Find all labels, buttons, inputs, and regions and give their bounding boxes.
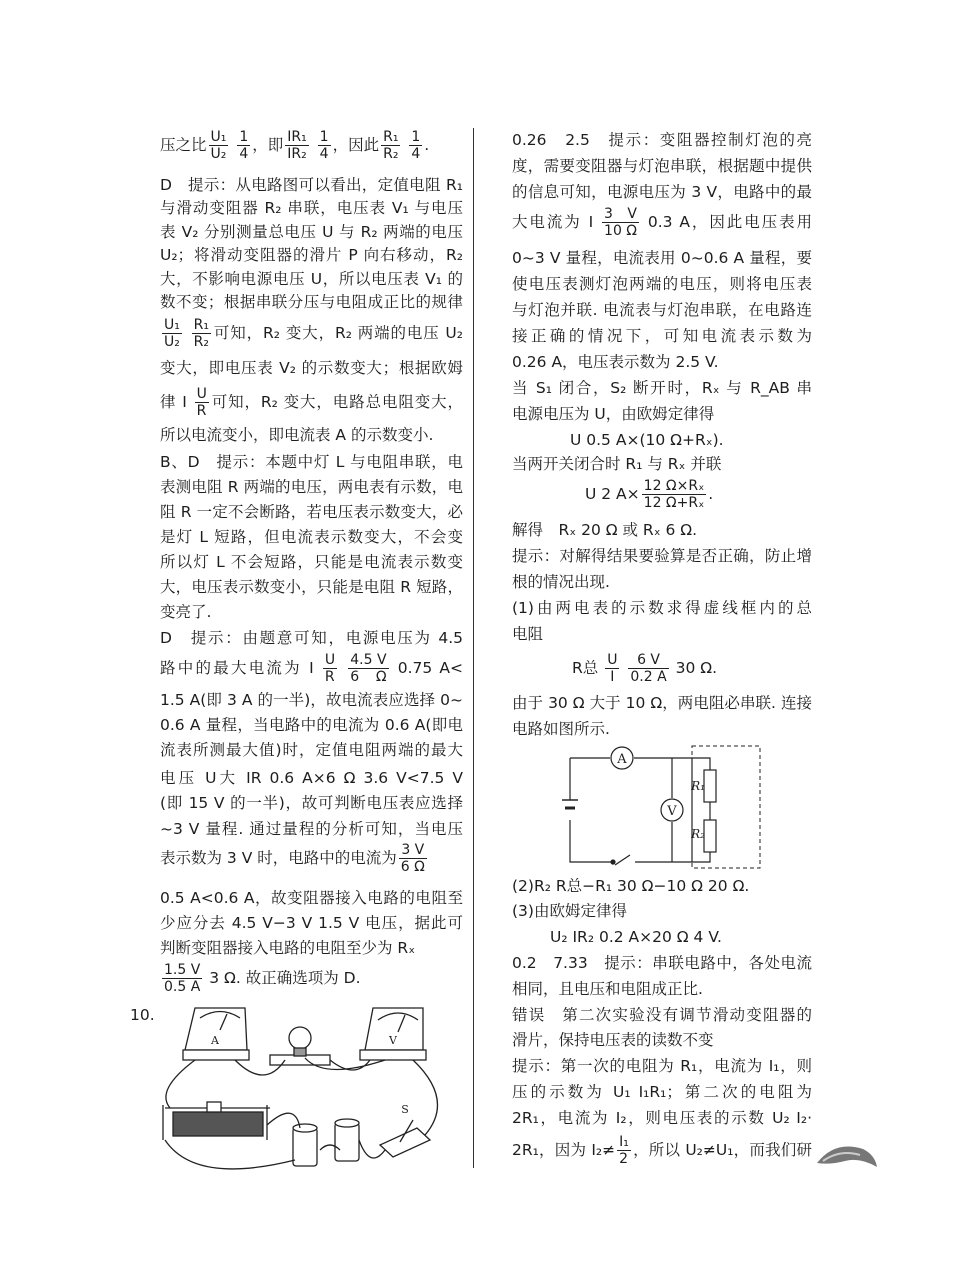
text-segment: . [708, 485, 714, 503]
text-segment: 判断变阻器接入电路的电阻至少为 Rₓ [160, 939, 416, 957]
text-segment: 0.75 A< [390, 659, 463, 677]
text-segment: (1)由两电表的示数求得虚线框内的总 [512, 599, 812, 617]
text-segment: R总 [572, 659, 604, 677]
text-segment: (2)R₂ R总−R₁ 30 Ω−10 Ω 20 Ω. [512, 877, 750, 895]
text-segment: 2R₁，因为 I₂≠ [512, 1141, 616, 1159]
text-line [512, 616, 543, 652]
fraction-numerator: 1 [319, 129, 329, 145]
fraction-denominator: 0.2 A [630, 669, 667, 685]
text-segment: ，即 [252, 136, 284, 154]
ammeter-label: A [617, 752, 627, 767]
fraction [617, 1134, 631, 1167]
fraction-numerator: U [324, 652, 336, 668]
text-segment: 大，不影响电源电压 U，所以电压表 V₁ 的 [160, 270, 463, 288]
fraction-numerator: R₁ [383, 129, 399, 145]
text-segment: D 提示：由题意可知，电源电压为 4.5 [160, 629, 463, 647]
column-divider [473, 128, 474, 1168]
text-segment: 大电流为 I [512, 213, 601, 231]
fraction-denominator: I [605, 668, 619, 685]
text-segment [184, 324, 190, 342]
r1-label: R₁ [691, 779, 705, 793]
text-segment: 变大，即电压表 V₂ 的示数变大；根据欧姆 [160, 359, 463, 377]
text-segment: (即 15 V 的一半)，故可判断电压表应选择 [160, 794, 463, 812]
fraction [162, 317, 182, 350]
text-segment: 阻 R 一定不会断路，若电压表示数变大，必 [160, 503, 463, 521]
fraction [237, 129, 250, 162]
text-segment: 当两开关闭合时 R₁ 与 Rₓ 并联 [512, 455, 722, 473]
text-segment: 表测电阻 R 两端的电压，两电表有示数，电 [160, 478, 463, 496]
fraction-denominator: U₂ [164, 334, 180, 350]
text-line [160, 315, 463, 351]
text-segment [339, 659, 346, 677]
fraction-numerator: 3 V [401, 842, 425, 858]
text-segment: ，因此 [332, 136, 380, 154]
fraction [348, 652, 388, 685]
text-segment: ~3 V 量程. 通过量程的分析可知，当电压 [160, 820, 463, 838]
text-segment: 提示：对解得结果要验算是否正确，防止增 [512, 547, 812, 565]
fraction-denominator: R [195, 402, 209, 419]
apparatus-illustration [155, 1000, 445, 1175]
text-segment: 根的情况出现. [512, 573, 610, 591]
text-segment: 与滑动变阻器 R₂ 串联，电压表 V₁ 与电压 [160, 199, 463, 217]
fraction-denominator: 4 [319, 146, 329, 162]
fraction-denominator: 6 Ω [350, 669, 387, 685]
fraction [209, 129, 229, 162]
text-segment: 错误 第二次实验没有调节滑动变阻器的 [512, 1006, 812, 1024]
text-line [512, 590, 812, 626]
text-line [160, 840, 429, 876]
text-segment: 可知，R₂ 变大，电路总电阻变大， [210, 393, 463, 411]
text-line [160, 350, 463, 386]
text-segment: 的信息可知，电源电压为 3 V，电路中的最 [512, 183, 812, 201]
apparatus-ammeter-label: A [211, 1034, 219, 1047]
text-segment: 提示：第一次的电阻为 R₁，电流为 I₁，则 [512, 1057, 812, 1075]
text-segment: U 0.5 A×(10 Ω+Rₓ). [570, 431, 724, 449]
fraction [642, 478, 707, 511]
fraction-denominator: IR₂ [287, 146, 307, 162]
text-segment: 与灯泡并联. 电流表与灯泡串联，在电路连 [512, 301, 812, 319]
text-segment: 度，需要变阻器与灯泡串联，根据题中提供 [512, 157, 812, 175]
fraction-numerator: 12 Ω×Rₓ [643, 478, 705, 494]
fraction [628, 652, 668, 685]
text-segment: 0.3 A，因此电压表用 [641, 213, 812, 231]
text-segment: 接正确的情况下，可知电流表示数为 [512, 327, 812, 345]
fraction-denominator: 0.5 A [164, 979, 201, 995]
text-segment: 律 I [160, 393, 193, 411]
fraction-denominator: R [323, 668, 337, 685]
text-segment: 0.26 A，电压表示数为 2.5 V. [512, 353, 719, 371]
fraction [195, 386, 209, 419]
text-line [160, 650, 463, 686]
fraction-numerator: 4.5 V [350, 652, 387, 668]
fraction [409, 129, 422, 162]
text-segment: 电阻 [512, 625, 544, 643]
text-segment: 3 Ω. 故正确选项为 D. [204, 969, 361, 987]
text-segment: 压之比 [160, 136, 207, 154]
fraction [605, 652, 619, 685]
text-segment: (3)由欧姆定律得 [512, 902, 627, 920]
fraction-numerator: 6 V [637, 652, 660, 668]
fraction-denominator: 6 Ω [400, 859, 425, 875]
text-segment: 0.26 2.5 提示：变阻器控制灯泡的亮 [512, 131, 812, 149]
fraction-denominator: 10 Ω [604, 223, 637, 239]
text-segment [621, 659, 626, 677]
fraction [381, 129, 400, 162]
fraction-numerator: U [607, 652, 618, 668]
fraction-numerator: 1.5 V [164, 962, 201, 978]
circuit-diagram [560, 740, 770, 875]
fraction-numerator: I₁ [619, 1134, 629, 1150]
text-segment: 滑片，保持电压表的读数不变 [512, 1031, 714, 1049]
fraction-numerator: U [196, 386, 207, 402]
text-segment: 路中的最大电流为 I [160, 659, 321, 677]
fraction [192, 317, 211, 350]
text-line [512, 1132, 812, 1168]
switch-device [380, 1120, 430, 1157]
text-segment: 2R₁，电流为 I₂，则电压表的示数 U₂ I₂· [512, 1109, 812, 1127]
text-segment: 0.2 7.33 提示：串联电路中，各处电流 [512, 954, 812, 972]
text-segment: 表示数为 3 V 时，电路中的电流为 [160, 849, 397, 867]
battery-2 [335, 1119, 359, 1161]
text-segment: 相同，且电压和电阻成正比. [512, 980, 703, 998]
text-segment: 电压 U大 IR 0.6 A×6 Ω 3.6 V<7.5 V [160, 769, 463, 787]
text-line [572, 650, 717, 686]
fraction-numerator: U₁ [210, 129, 227, 145]
text-segment: U₂ IR₂ 0.2 A×20 Ω 4 V. [550, 928, 722, 946]
text-segment: B、D 提示：本题中灯 L 与电阻串联，电 [160, 453, 463, 471]
text-segment: 1.5 A(即 3 A 的一半)，故电流表应选择 0~ [160, 691, 463, 709]
text-line [512, 1100, 812, 1136]
rheostat-device [163, 1102, 270, 1140]
text-segment: 解得 Rₓ 20 Ω 或 Rₓ 6 Ω. [512, 521, 698, 539]
text-segment: 流表所测最大值)时，定值电阻两端的最大 [160, 741, 463, 759]
text-segment [230, 136, 235, 154]
fraction-denominator: U₂ [210, 146, 227, 162]
fraction-numerator: 1 [411, 129, 421, 145]
fraction-denominator: R₂ [193, 334, 210, 350]
apparatus-voltmeter-label: V [389, 1034, 397, 1047]
question-number: 10. [130, 1006, 155, 1024]
fraction-denominator: R₂ [383, 146, 399, 162]
fraction-numerator: 3 V [604, 206, 637, 222]
bulb-device [270, 1027, 330, 1065]
text-segment: 数不变；根据串联分压与电阻成正比的规律 [160, 293, 463, 311]
text-line [585, 476, 713, 512]
fraction-denominator: 4 [239, 146, 249, 162]
fraction-numerator: IR₁ [287, 129, 307, 145]
fraction-numerator: U₁ [164, 317, 180, 333]
text-line [512, 204, 812, 240]
text-segment: D 提示：从电路图可以看出，定值电阻 R₁ [160, 176, 463, 194]
page-logo-icon [815, 1135, 880, 1175]
fraction-denominator: 4 [411, 146, 421, 162]
fraction [399, 842, 427, 875]
text-segment: 0.6 A 量程，当电路中的电流为 0.6 A(即电 [160, 716, 463, 734]
text-segment: ，所以 U₂≠U₁，而我们研 [632, 1141, 812, 1159]
r2-label: R₂ [691, 827, 705, 841]
text-segment: 当 S₁ 闭合，S₂ 断开时，Rₓ 与 R_AB 串 [512, 379, 812, 397]
text-segment: . [424, 136, 430, 154]
fraction [323, 652, 337, 685]
text-segment: 是灯 L 短路，但电流表示数变大，不会变 [160, 528, 463, 546]
text-segment: 电源电压为 U，由欧姆定律得 [512, 405, 715, 423]
text-line [160, 384, 463, 420]
text-line [160, 127, 429, 163]
text-segment: 30 Ω. [670, 659, 718, 677]
text-segment: 压的示数为 U₁ I₁R₁；第二次的电阻为 [512, 1083, 812, 1101]
fraction [285, 129, 308, 162]
text-segment: 表 V₂ 分别测量总电压 U 与 R₂ 两端的电压 [160, 223, 463, 241]
text-segment: 使电压表测灯泡两端的电压，则将电压表 [512, 275, 812, 293]
text-segment: 少应分去 4.5 V−3 V 1.5 V 电压，据此可 [160, 914, 463, 932]
fraction [318, 129, 331, 162]
text-segment: 可知，R₂ 变大，R₂ 两端的电压 U₂ [213, 324, 463, 342]
text-segment: 变亮了. [160, 603, 212, 621]
text-segment: 所以灯 L 不会短路，只能是电流表示数变 [160, 553, 463, 571]
text-segment [402, 136, 407, 154]
fraction-denominator: 2 [617, 1150, 631, 1167]
fraction-denominator: 12 Ω+Rₓ [643, 495, 705, 511]
fraction [602, 206, 639, 239]
fraction-numerator: R₁ [193, 317, 210, 333]
text-segment: 所以电流变小，即电流表 A 的示数变小. [160, 426, 434, 444]
text-segment: 由于 30 Ω 大于 10 Ω，两电阻必串联. 连接 [512, 694, 812, 712]
text-segment: 0.5 A<0.6 A，故变阻器接入电路的电阻至 [160, 889, 463, 907]
text-segment: 0~3 V 量程，电流表用 0~0.6 A 量程，要 [512, 249, 812, 267]
text-segment: U 2 A× [585, 485, 640, 503]
apparatus-switch-label: S [401, 1103, 409, 1116]
text-segment [311, 136, 316, 154]
voltmeter-label: V [667, 804, 677, 819]
text-segment: 电路如图所示. [512, 720, 610, 738]
text-line [160, 960, 361, 996]
fraction [162, 962, 202, 995]
battery-1 [293, 1124, 317, 1166]
fraction-numerator: 1 [239, 129, 249, 145]
text-segment: U₂；将滑动变阻器的滑片 P 向右移动，R₂ [160, 246, 463, 264]
text-segment: 大，电压表示数变小，只能是电阻 R 短路， [160, 578, 463, 596]
